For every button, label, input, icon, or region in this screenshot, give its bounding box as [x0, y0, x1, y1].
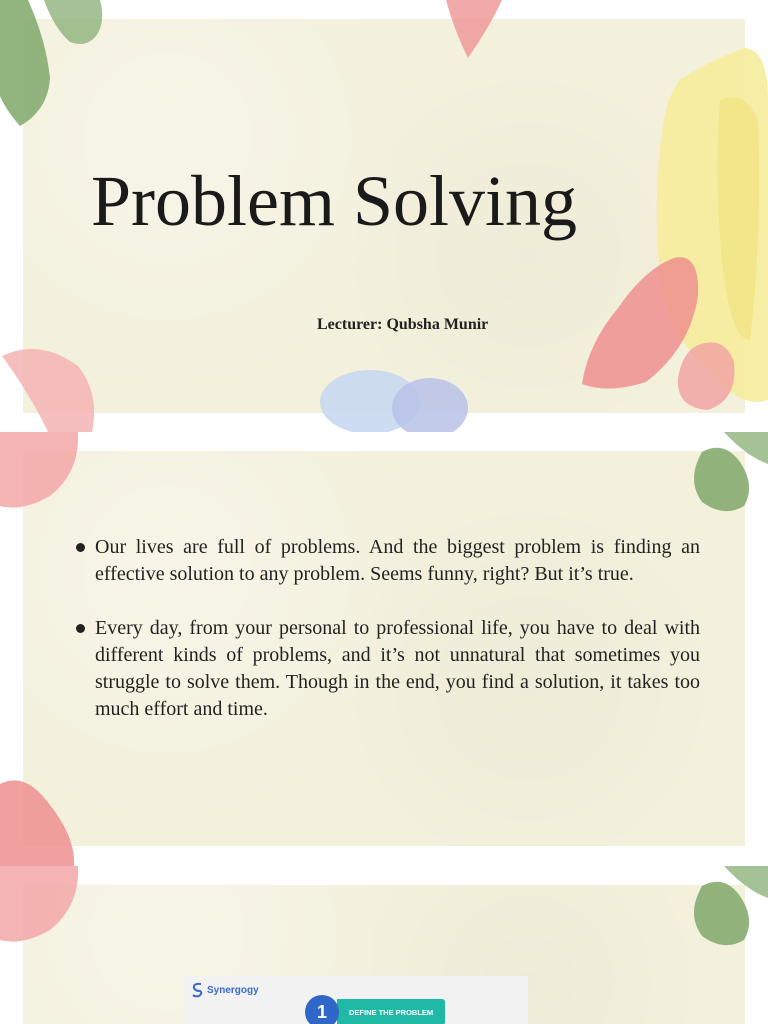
bullet-text: Every day, from your personal to professional life, you have to deal with different kinds of problems, and it’s not unnatural that sometimes you struggle to solve them. Though in the end, you find a solution, it takes too much effort and time.	[95, 617, 700, 720]
bullet-item	[74, 534, 700, 588]
slide-diagram	[0, 866, 768, 1024]
watercolor-pink-top-left	[0, 432, 84, 512]
slide-content	[0, 432, 768, 866]
watercolor-pink-triangle-top	[440, 0, 506, 60]
step-label: DEFINE THE PROBLEM	[349, 1007, 434, 1017]
logo-text: Synergogy	[207, 984, 259, 996]
watercolor-pink-left	[0, 344, 100, 432]
bullet-dot-icon	[76, 543, 85, 552]
synergogy-logo	[191, 982, 259, 998]
slide-title	[0, 0, 768, 432]
step-number-badge: 1	[305, 995, 339, 1024]
bullet-list	[74, 534, 700, 750]
watercolor-pink-top-left	[0, 866, 84, 946]
bullet-text: Our lives are full of problems. And the biggest problem is finding an effective solution to any problem. Seems funny, right? But it’s true.	[95, 536, 700, 585]
bullet-item	[74, 615, 700, 723]
embedded-diagram-image	[183, 976, 528, 1024]
watercolor-green-leaf-left	[0, 0, 110, 130]
watercolor-pink-bottom-left	[0, 778, 84, 866]
slide-title-heading: Problem Solving	[91, 161, 578, 241]
watercolor-pink-right	[578, 252, 748, 412]
watercolor-green-leaf-right	[684, 866, 768, 956]
watercolor-green-leaf-right	[684, 432, 768, 522]
bullet-dot-icon	[76, 624, 85, 633]
synergogy-logo-icon	[191, 982, 204, 998]
watercolor-blue-bottom	[318, 368, 472, 432]
step-label-pill	[337, 999, 445, 1024]
lecturer-name: Lecturer: Qubsha Munir	[317, 316, 489, 333]
